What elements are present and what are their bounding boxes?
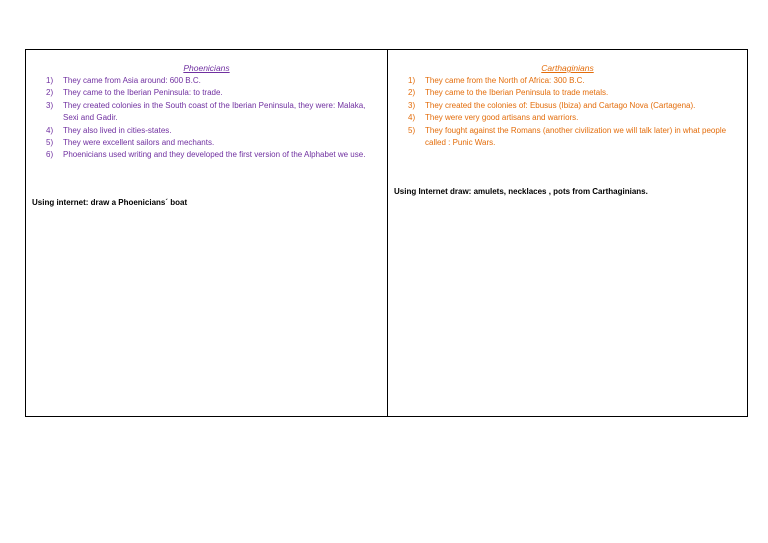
phoenicians-task: Using internet: draw a Phoenicians´ boat [32, 198, 188, 207]
list-item-text: They created colonies in the South coast of the Iberian Peninsula, they were: Malaka, Sexi and Gadir. [63, 100, 366, 123]
list-item-number: 3) [46, 100, 54, 110]
list-item-text: They came to the Iberian Peninsula to trade metals. [425, 88, 609, 98]
list-item-text: They created the colonies of: Ebusus (Ibiza) and Cartago Nova (Cartagena). [425, 100, 696, 110]
list-item-text: They came to the Iberian Peninsula: to trade. [63, 88, 223, 98]
list-item [26, 75, 387, 87]
list-item [388, 112, 747, 124]
phoenicians-heading: Phoenicians [183, 63, 230, 73]
phoenicians-column [26, 50, 388, 416]
list-item-text: They fought against the Romans (another civilization we will talk later) in what people called : Punic Wars. [425, 125, 727, 148]
worksheet-table [25, 49, 748, 417]
list-item-number: 2) [408, 88, 416, 98]
list-item-number: 1) [408, 76, 416, 85]
list-item-text: Phoenicians used writing and they developed the first version of the Alphabet we use. [63, 150, 366, 160]
list-item-text: They were very good artisans and warriors. [425, 113, 579, 123]
list-item [26, 137, 387, 149]
list-item-text: They came from Asia around: 600 B.C. [63, 76, 201, 85]
list-item [388, 100, 747, 112]
list-item [26, 87, 387, 99]
list-item-text: They also lived in cities-states. [63, 125, 172, 135]
list-item-number: 5) [408, 125, 416, 135]
carthaginians-list [388, 75, 747, 149]
list-item-text: They were excellent sailors and mechants. [63, 138, 215, 148]
carthaginians-task: Using Internet draw: amulets, necklaces , pots from Carthaginians. [394, 187, 648, 196]
list-item [388, 87, 747, 99]
list-item-number: 4) [46, 125, 54, 135]
list-item [388, 125, 747, 150]
list-item-number: 6) [46, 150, 54, 160]
list-item-number: 5) [46, 138, 54, 148]
list-item-number: 3) [408, 100, 416, 110]
carthaginians-heading: Carthaginians [541, 63, 594, 73]
list-item-text: They came from the North of Africa: 300 B.C. [425, 76, 585, 85]
carthaginians-column [388, 50, 747, 416]
list-item [388, 75, 747, 87]
list-item [26, 100, 387, 125]
list-item-number: 2) [46, 88, 54, 98]
list-item-number: 1) [46, 76, 54, 85]
phoenicians-list [26, 75, 387, 162]
list-item [26, 125, 387, 137]
list-item [26, 149, 387, 161]
list-item-number: 4) [408, 113, 416, 123]
